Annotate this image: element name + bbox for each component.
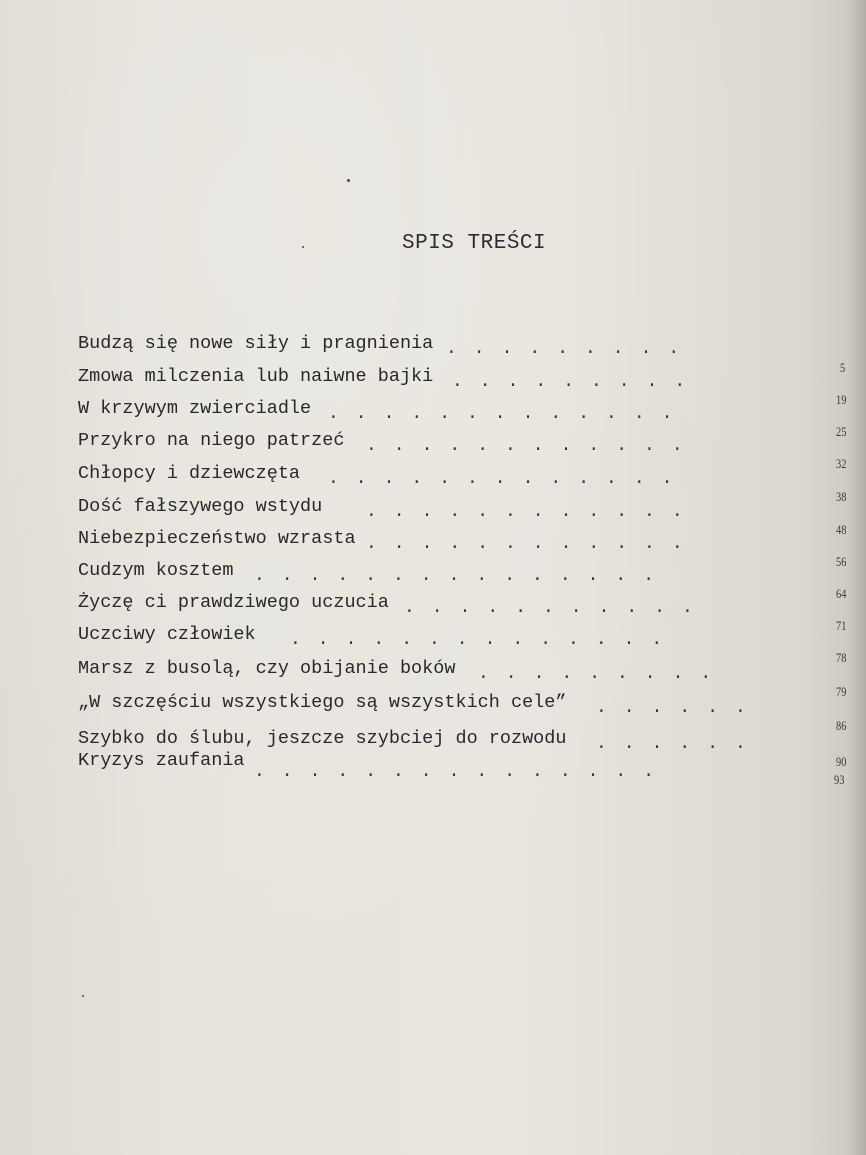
toc-leader-dots: ......... [452, 372, 703, 392]
toc-leader-dots: ........... [404, 598, 710, 618]
toc-entry-page: 25 [836, 424, 847, 439]
toc-entry-title: Życzę ci prawdziwego uczucia [78, 592, 389, 613]
toc-entry [78, 366, 858, 407]
toc-leader-dots: ............... [254, 762, 672, 782]
toc-entry [78, 430, 858, 471]
toc-entry-page: 90 [836, 754, 847, 769]
toc-entry [78, 624, 858, 665]
toc-entry [78, 398, 858, 439]
toc-entry-title: Szybko do ślubu, jeszcze szybciej do rozwodu [78, 728, 567, 749]
toc-entry [78, 560, 858, 601]
toc-leader-dots: ...... [596, 734, 763, 754]
toc-entry-page: 79 [836, 684, 847, 699]
toc-leader-dots: ......... [446, 339, 697, 359]
toc-entry-page: 32 [836, 456, 847, 471]
toc-entry-page: 56 [836, 554, 847, 569]
toc-entry [78, 592, 858, 633]
toc-entry-title: W krzywym zwierciadle [78, 398, 312, 419]
toc-entry-title: Budzą się nowe siły i pragnienia [78, 333, 434, 354]
toc-entry [78, 658, 858, 699]
toc-leader-dots: ......... [478, 664, 729, 684]
toc-entry-page: 38 [836, 489, 847, 504]
toc-entry-page: 5 [840, 360, 846, 375]
toc-entry-title: Cudzym kosztem [78, 560, 234, 581]
toc-entry [78, 750, 858, 787]
toc-entry-page: 93 [834, 772, 845, 787]
toc-leader-dots: ............... [254, 566, 672, 586]
toc-entry-title: Dość fałszywego wstydu [78, 496, 323, 517]
toc-entry-page: 64 [836, 586, 847, 601]
toc-entry-page: 86 [836, 718, 847, 733]
toc-leader-dots: ............ [366, 436, 700, 456]
toc-entry [78, 528, 858, 569]
toc-entry-title: Niebezpieczeństwo wzrasta [78, 528, 356, 549]
toc-entry-title: Zmowa milczenia lub naiwne bajki [78, 366, 434, 387]
toc-entry-title: Kryzys zaufania [78, 750, 245, 771]
toc-entry-title: „W szczęściu wszystkiego są wszystkich cele” [78, 692, 567, 713]
toc-leader-dots: ............ [366, 502, 700, 522]
toc-entry-page: 78 [836, 650, 847, 665]
toc-leader-dots: ............ [366, 534, 700, 554]
toc-entry-page: 19 [836, 392, 847, 407]
toc-entry-title: Przykro na niego patrzeć [78, 430, 345, 451]
toc-entry [78, 333, 858, 375]
toc-entry [78, 463, 858, 504]
toc-entry-title: Chłopcy i dziewczęta [78, 463, 301, 484]
toc-leader-dots: ...... [596, 698, 763, 718]
toc-leader-dots: ............. [328, 404, 690, 424]
toc-leader-dots: .............. [290, 630, 680, 650]
toc-entry-page: 48 [836, 522, 847, 537]
toc-entry [78, 496, 858, 537]
toc-entry [78, 692, 858, 733]
toc-leader-dots: ............. [328, 469, 690, 489]
toc-entry-title: Marsz z busolą, czy obijanie boków [78, 658, 456, 679]
toc-entry-title: Uczciwy człowiek [78, 624, 256, 645]
toc-heading: SPIS TREŚCI [402, 232, 547, 255]
toc-entry-page: 71 [836, 618, 847, 633]
